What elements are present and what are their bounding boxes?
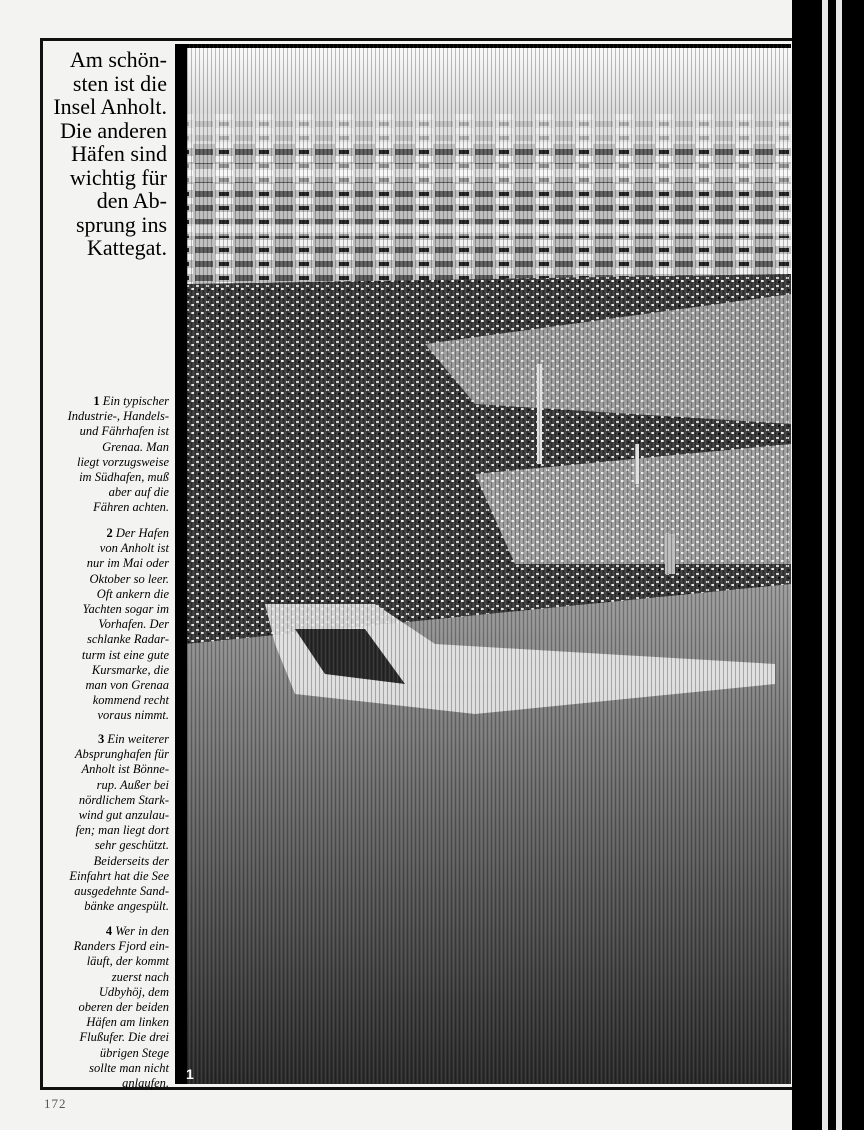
- caption-line: Einfahrt hat die See: [69, 868, 169, 883]
- caption-line: nördlichem Stark-: [78, 792, 169, 807]
- caption-line: und Fährhafen ist: [79, 424, 169, 439]
- edge-stripe: [836, 0, 842, 1130]
- caption-line: Ein typischer: [102, 394, 169, 408]
- headline-line: Insel Anholt.: [53, 94, 167, 119]
- caption-line: aber auf die: [108, 485, 169, 500]
- caption-line: läuft, der kommt: [86, 954, 169, 969]
- caption-line: übrigen Stege: [99, 1045, 169, 1060]
- headline-line: wichtig für: [69, 164, 167, 190]
- caption-line: von Anholt ist: [99, 541, 169, 556]
- caption-line: liegt vorzugsweise: [76, 454, 169, 469]
- caption-line: im Südhafen, muß: [79, 470, 169, 485]
- caption-line: voraus nimmt.: [97, 708, 169, 723]
- harbor-illustration: [175, 44, 791, 1084]
- photo-number: 1: [186, 1066, 194, 1082]
- headline: [43, 48, 167, 260]
- caption-line: zuerst nach: [111, 969, 169, 984]
- caption-number: 2: [106, 526, 113, 540]
- caption-2: [45, 526, 169, 724]
- caption-line: Industrie-, Handels-: [67, 409, 169, 424]
- caption-line: rup. Außer bei: [96, 777, 169, 792]
- caption-line: Kursmarke, die: [91, 662, 169, 677]
- caption-line: Udbyhöj, dem: [98, 984, 169, 999]
- page-edge-band: [792, 0, 864, 1130]
- caption-line: Vorhafen. Der: [98, 617, 169, 632]
- caption-line: Oktober so leer.: [89, 571, 169, 586]
- caption-line: Grenaa. Man: [102, 439, 169, 454]
- caption-line: Yachten sogar im: [82, 602, 169, 617]
- caption-line: turm ist eine gute: [81, 647, 169, 662]
- headline-line: Kattegat.: [86, 235, 167, 260]
- caption-1: [45, 394, 169, 516]
- caption-line: Anholt ist Bönne-: [81, 762, 169, 777]
- headline-line: Die anderen: [60, 117, 167, 143]
- caption-line: Flußufer. Die drei: [79, 1030, 169, 1045]
- caption-line: Wer in den: [115, 924, 169, 938]
- caption-line: man von Grenaa: [85, 678, 169, 693]
- caption-line: anlaufen.: [122, 1076, 169, 1091]
- caption-number: 1: [93, 394, 100, 408]
- caption-line: schlanke Radar-: [86, 632, 169, 647]
- caption-line: Randers Fjord ein-: [73, 939, 169, 954]
- aerial-harbor-photo: [175, 44, 791, 1084]
- caption-line: Häfen am linken: [86, 1015, 169, 1030]
- page-number: 172: [44, 1096, 67, 1111]
- caption-line: Der Hafen: [115, 526, 169, 540]
- headline-line: Am schön-: [69, 47, 167, 72]
- caption-line: Fähren achten.: [93, 500, 169, 515]
- headline-line: den Ab-: [96, 188, 167, 213]
- caption-number: 4: [105, 924, 113, 938]
- edge-stripe: [822, 0, 828, 1130]
- caption-line: nur im Mai oder: [86, 556, 169, 571]
- headline-line: sten ist die: [72, 70, 167, 96]
- caption-line: Ein weiterer: [107, 732, 169, 746]
- caption-3: [45, 732, 169, 914]
- caption-line: oberen der beiden: [78, 1000, 169, 1015]
- caption-line: sehr geschützt.: [94, 838, 169, 853]
- caption-line: kommend recht: [92, 693, 169, 708]
- text-column: [44, 44, 171, 1091]
- caption-4: [45, 924, 169, 1091]
- caption-line: ausgedehnte Sand-: [74, 884, 169, 899]
- caption-line: sollte man nicht: [89, 1060, 169, 1075]
- caption-line: fen; man liegt dort: [75, 823, 169, 838]
- caption-number: 3: [97, 732, 105, 746]
- caption-line: wind gut anzulau-: [78, 808, 169, 823]
- caption-line: Beiderseits der: [93, 853, 169, 868]
- caption-line: bänke angespült.: [84, 899, 169, 914]
- caption-line: Oft ankern die: [96, 586, 169, 601]
- headline-line: Häfen sind: [71, 141, 167, 166]
- headline-line: sprung ins: [75, 211, 167, 237]
- caption-line: Absprunghafen für: [74, 747, 169, 762]
